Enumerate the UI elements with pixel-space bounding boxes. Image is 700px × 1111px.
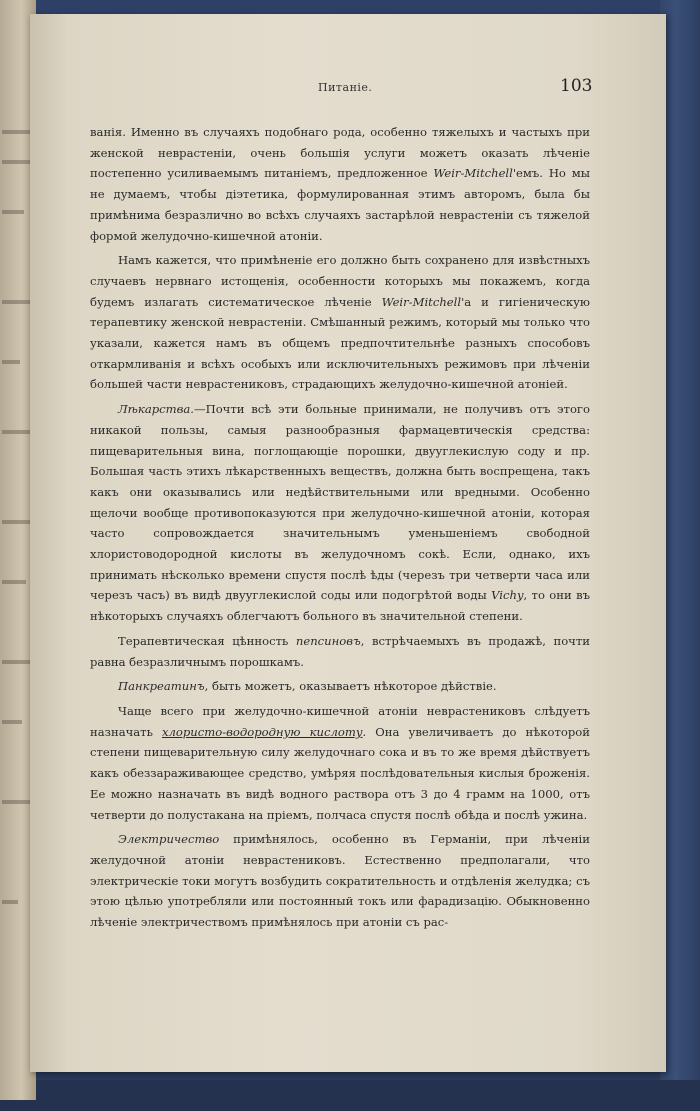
text-run: —Почти всѣ эти больные принимали, не получивъ отъ этого никакой пользы, самыя разнообразныя фармацевтическія средства: пищеварительныя вина, поглощающіе порошки, двууглекислую соду и пр. Большая часть этихъ лѣкарственныхъ веществъ, должна быть воспрещена, такъ какъ они оказывались или недѣйствительными или вредными. Особенно щелочи вообще противопоказуются при желудочно-кишечной атоніи, которая часто сопровождается значительнымъ уменьшеніемъ свободной хлористоводородной кислоты въ желудочномъ сокѣ. Если, однако, ихъ принимать нѣсколько времени спустя послѣ ѣды (черезъ три четверти часа или черезъ часъ) въ видѣ двууглекислой соды или подогрѣтой воды [90,402,590,603]
text-run: , то они въ нѣкоторыхъ случаяхъ облегчаютъ больного въ значительной степени. [90,588,590,624]
paragraph [90,829,590,933]
text-run: Намъ кажется, что примѣненіе его должно быть сохранено для извѣстныхъ случаевъ нервнаго истощенія, особенности которыхъ мы покажемъ, когда будемъ излагать систематическое лѣченіе [90,253,590,309]
text-run: Терапевтическая цѣнность [118,633,296,648]
text-run: ванія. Именно въ случаяхъ подобнаго рода, особенно тяжелыхъ и частыхъ при женской неврастеніи, очень большія услуги можетъ оказать лѣченіе постепенно усиливаемымъ питаніемъ, предложенное [90,125,590,181]
paragraph [90,122,590,246]
emphasized-text: Электричество [118,832,220,847]
emphasized-text: Панкреатинъ [118,679,205,694]
text-run: 'емъ. Но мы не думаемъ, чтобы діэтетика, формулированная этимъ авторомъ, была бы примѣнима безразлично во всѣхъ случаяхъ застарѣлой неврастеніи съ тяжелой формой желудочно-кишечной атоніи. [90,166,590,243]
page-number: 103 [560,76,593,96]
text-run: , быть можетъ, оказываетъ нѣкоторое дѣйствіе. [204,679,497,694]
running-title: Питаніе. [318,81,373,94]
emphasized-text: Weir-Mitchell [381,294,462,309]
page-header [90,74,650,114]
paragraph [90,676,590,697]
body-text [90,122,590,933]
emphasized-text: Vichy [491,588,524,603]
text-run: примѣнялось, особенно въ Германіи, при лѣченіи желудочной атоніи неврастениковъ. Естественно предполагали, что электрическіе токи могутъ возбудить сократительность и отдѣленія желудка; съ этою цѣлью употребляли или постоянный токъ или фарадизацію. Обыкновенно лѣченіе электричествомъ примѣнялось при атоніи съ рас- [90,832,590,930]
paragraph [90,701,590,825]
paragraph [90,250,590,395]
book-page [30,14,666,1072]
emphasized-text: Лѣкарства. [118,402,194,417]
book-cover-bottom-edge [0,1080,700,1111]
text-run: 'а и гигіеническую терапевтику женской неврастеніи. Смѣшанный режимъ, который мы только что указали, кажется намъ въ общемъ предпочтительнѣе разныхъ способовъ откармливанія и всѣхъ особыхъ или исключительныхъ режимовъ при лѣченіи большей части неврастениковъ, страдающихъ желудочно-кишечной атоніей. [90,294,590,392]
paragraph [90,399,590,627]
text-run: , встрѣчаемыхъ въ продажѣ, почти равна безразличнымъ порошкамъ. [90,633,590,669]
text-run: Чаще всего при желудочно-кишечной атоніи неврастениковъ слѣдуетъ назначать [90,703,590,739]
paragraph [90,631,590,672]
emphasized-text: хлористо-водородную кислоту [161,724,363,739]
text-run: . Она увеличиваетъ до нѣкоторой степени пищеварительную силу желудочнаго сока и въ то же время дѣйствуетъ какъ обеззараживающее средство, умѣряя послѣдовательныя кислыя броженія. Ее можно назначать въ видѣ водного раствора отъ 3 до 4 грамм на 1000, отъ четверти до полустакана на пріемъ, полчаса спустя послѣ обѣда и послѣ ужина. [90,724,590,822]
emphasized-text: Weir-Mitchell [433,166,513,181]
emphasized-text: пепсиновъ [295,633,361,648]
book-cover-right-edge [660,0,700,1111]
